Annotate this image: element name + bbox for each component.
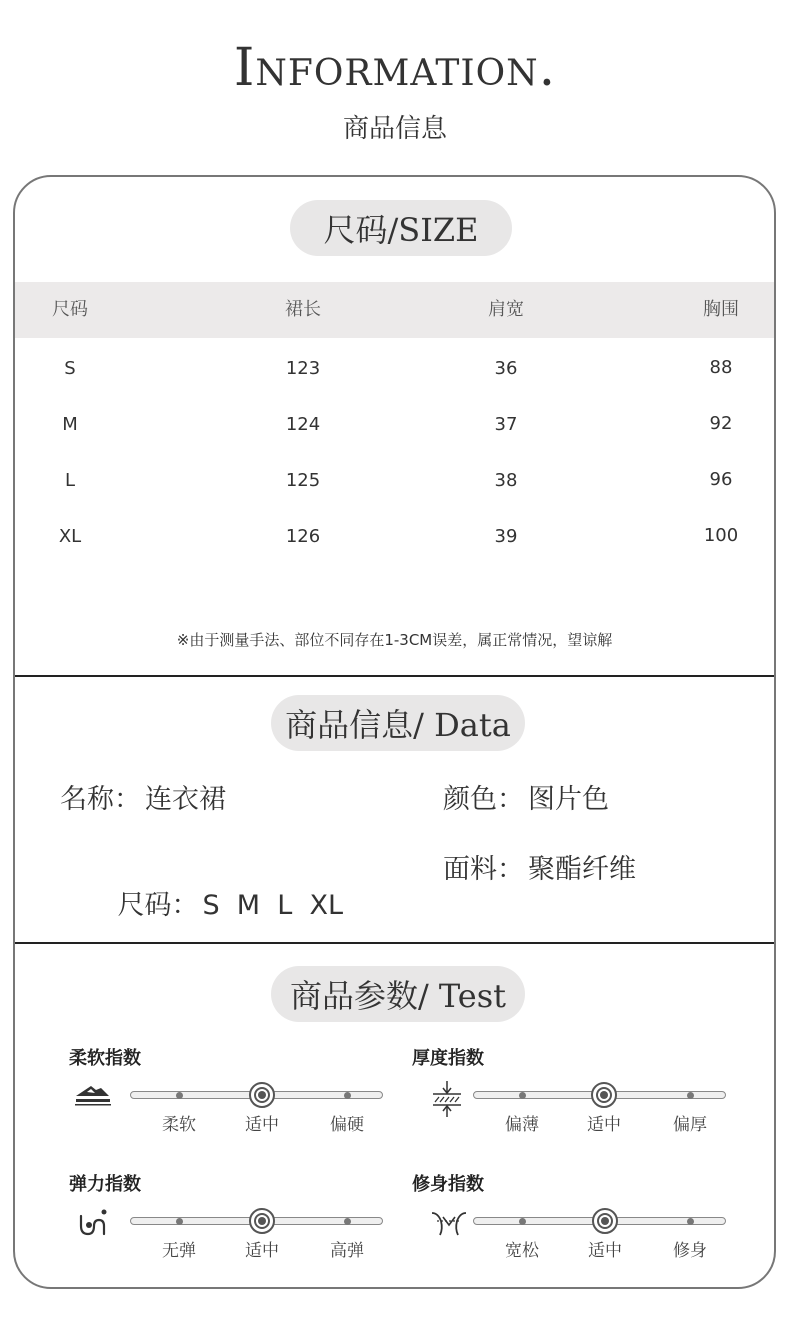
cell-length: 125 (285, 470, 321, 491)
data-heading: 商品信息/ Data (271, 695, 525, 751)
metric-title: 弹力指数 (69, 1174, 141, 1195)
column-header-size: 尺码 (52, 299, 88, 320)
cell-size: XL (58, 526, 82, 547)
tick-dot (344, 1092, 351, 1099)
column-header-shoulder: 肩宽 (488, 299, 524, 320)
tick-dot (687, 1092, 694, 1099)
size-heading: 尺码/SIZE (290, 200, 512, 256)
field-value: S M L XL (202, 890, 344, 921)
tick-label: 适中 (588, 1241, 622, 1261)
cell-length: 123 (285, 358, 321, 379)
field-value: 聚酯纤维 (528, 854, 636, 885)
field-label: 面料： (443, 854, 524, 885)
cell-length: 124 (285, 414, 321, 435)
metric-title: 柔软指数 (69, 1048, 141, 1069)
tick-label: 适中 (245, 1115, 279, 1135)
tick-label: 适中 (245, 1241, 279, 1261)
cell-shoulder: 36 (494, 358, 518, 379)
page-subtitle: 商品信息 (342, 114, 447, 144)
thickness-icon (429, 1079, 465, 1119)
metric-title: 修身指数 (412, 1174, 484, 1195)
fit-icon (429, 1207, 469, 1237)
tick-dot (687, 1218, 694, 1225)
metric-track (130, 1217, 383, 1261)
shoe-icon (73, 1082, 113, 1108)
tick-label: 适中 (587, 1115, 621, 1135)
cell-shoulder: 38 (494, 470, 518, 491)
cell-shoulder: 37 (494, 414, 518, 435)
field-fabric (443, 852, 636, 888)
column-header-bust: 胸围 (703, 299, 739, 320)
metric-track (473, 1217, 726, 1261)
tick-label: 修身 (673, 1241, 707, 1261)
page-title: Information. (233, 38, 557, 98)
tick-label: 偏薄 (505, 1115, 539, 1135)
tick-dot (176, 1218, 183, 1225)
tick-label: 高弹 (330, 1241, 364, 1261)
info-card (13, 175, 776, 1289)
column-header-length: 裙长 (285, 299, 321, 320)
cell-size: M (62, 414, 78, 435)
cell-shoulder: 39 (494, 526, 518, 547)
metric-title: 厚度指数 (412, 1048, 484, 1069)
metric-track (130, 1091, 383, 1135)
section-divider (15, 675, 774, 677)
tick-dot (519, 1092, 526, 1099)
tick-dot (176, 1092, 183, 1099)
metric-knob (591, 1082, 617, 1108)
size-table-header (15, 282, 774, 338)
metric-knob (249, 1208, 275, 1234)
tick-dot (344, 1218, 351, 1225)
cell-bust: 88 (709, 357, 733, 378)
tick-label: 宽松 (505, 1241, 539, 1261)
tick-label: 无弹 (162, 1241, 196, 1261)
tick-label: 偏硬 (330, 1115, 364, 1135)
field-value: 连衣裙 (145, 784, 226, 815)
tick-label: 柔软 (162, 1115, 196, 1135)
test-heading: 商品参数/ Test (271, 966, 525, 1022)
section-divider (15, 942, 774, 944)
stretch-icon (77, 1208, 111, 1238)
field-label: 名称： (60, 784, 141, 815)
field-name (60, 782, 226, 818)
field-color (443, 782, 609, 818)
cell-length: 126 (285, 526, 321, 547)
metric-knob (249, 1082, 275, 1108)
cell-bust: 96 (709, 469, 733, 490)
cell-size: S (64, 358, 76, 379)
cell-bust: 92 (709, 413, 733, 434)
field-value: 图片色 (528, 784, 609, 815)
field-label: 颜色： (443, 784, 524, 815)
measurement-note: ※由于测量手法、部位不同存在1-3CM误差，属正常情况，望谅解 (176, 631, 613, 649)
tick-label: 偏厚 (673, 1115, 707, 1135)
cell-size: L (64, 470, 76, 491)
metric-knob (592, 1208, 618, 1234)
metric-track (473, 1091, 726, 1135)
field-label: 尺码： (117, 890, 199, 921)
tick-dot (519, 1218, 526, 1225)
cell-bust: 100 (703, 525, 739, 546)
